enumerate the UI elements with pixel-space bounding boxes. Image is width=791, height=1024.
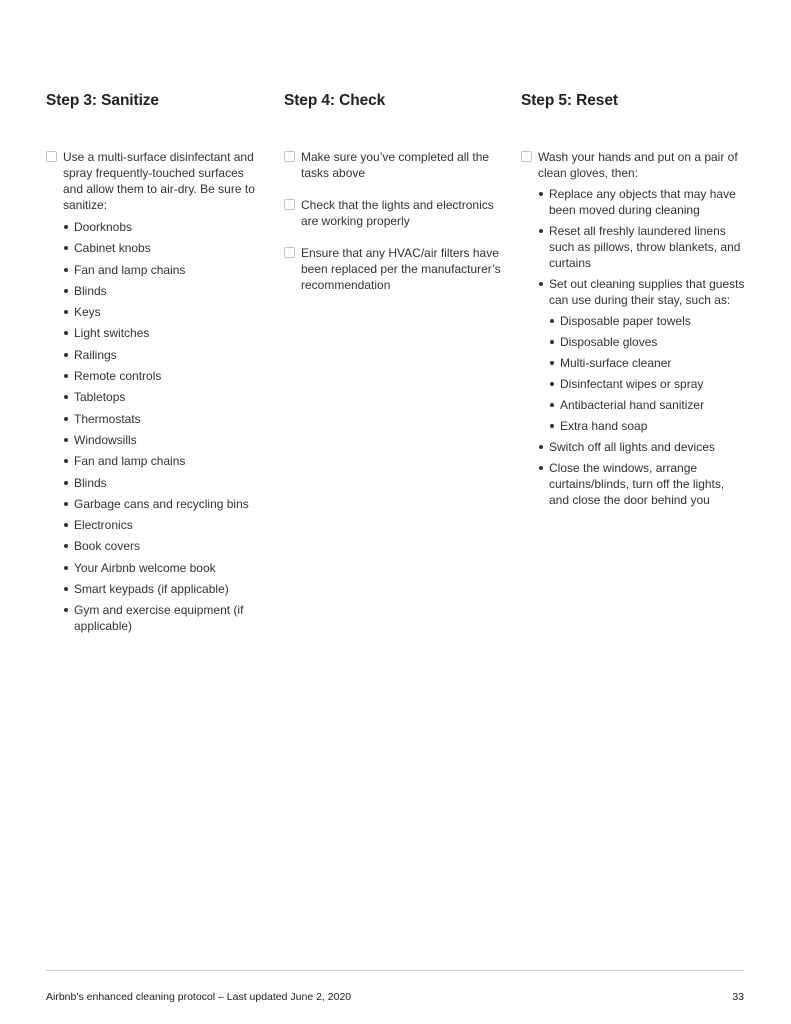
checklist-item-text: Make sure you’ve completed all the tasks above	[301, 150, 490, 180]
checklist-item	[284, 149, 509, 181]
step-5-title: Step 5: Reset	[521, 92, 618, 109]
list-item: Railings	[63, 347, 266, 363]
checklist-item-text: Wash your hands and put on a pair of clean gloves, then:	[538, 150, 738, 180]
step-4-title: Step 4: Check	[284, 92, 386, 109]
checkbox-icon[interactable]	[46, 151, 57, 162]
list-item: Windowsills	[63, 432, 266, 448]
list-item: Your Airbnb welcome book	[63, 560, 266, 576]
list-item: Disinfectant wipes or spray	[549, 376, 746, 392]
checklist-item	[521, 149, 746, 508]
list-item-text: Set out cleaning supplies that guests can use during their stay, such as:	[549, 277, 745, 307]
list-item: Gym and exercise equipment (if applicable)	[63, 602, 266, 634]
list-item: Close the windows, arrange curtains/blinds, turn off the lights, and close the door behind you	[538, 460, 746, 508]
step-4-column	[284, 90, 509, 293]
list-item: Electronics	[63, 517, 266, 533]
list-item: Fan and lamp chains	[63, 262, 266, 278]
list-item: Remote controls	[63, 368, 266, 384]
list-item: Disposable paper towels	[549, 313, 746, 329]
list-item: Antibacterial hand sanitizer	[549, 397, 746, 413]
list-item: Smart keypads (if applicable)	[63, 581, 266, 597]
page-number: 33	[732, 991, 744, 1003]
list-item: Reset all freshly laundered linens such as pillows, throw blankets, and curtains	[538, 223, 746, 271]
step-5-column	[521, 90, 746, 513]
list-item: Keys	[63, 304, 266, 320]
checkbox-icon[interactable]	[521, 151, 532, 162]
list-item: Tabletops	[63, 389, 266, 405]
list-item: Blinds	[63, 475, 266, 491]
list-item	[538, 276, 746, 434]
list-item: Replace any objects that may have been moved during cleaning	[538, 186, 746, 218]
list-item: Disposable gloves	[549, 334, 746, 350]
checkbox-icon[interactable]	[284, 199, 295, 210]
list-item: Thermostats	[63, 411, 266, 427]
reset-tasks-list	[538, 186, 746, 508]
checklist-item-text: Check that the lights and electronics are working properly	[301, 198, 494, 228]
list-item: Multi-surface cleaner	[549, 355, 746, 371]
list-item: Fan and lamp chains	[63, 453, 266, 469]
list-item: Switch off all lights and devices	[538, 439, 746, 455]
list-item: Doorknobs	[63, 219, 266, 235]
sanitize-surfaces-list	[63, 219, 266, 634]
step-3-column	[46, 90, 266, 640]
checklist-item-text: Use a multi-surface disinfectant and spray frequently-touched surfaces and allow them to air-dry. Be sure to sanitize:	[63, 150, 255, 212]
list-item: Book covers	[63, 538, 266, 554]
footer-text: Airbnb’s enhanced cleaning protocol – Last updated June 2, 2020	[46, 991, 352, 1003]
list-item: Light switches	[63, 325, 266, 341]
list-item: Garbage cans and recycling bins	[63, 496, 266, 512]
checklist-item	[46, 149, 266, 634]
checkbox-icon[interactable]	[284, 247, 295, 258]
checkbox-icon[interactable]	[284, 151, 295, 162]
checklist-item-text: Ensure that any HVAC/air filters have been replaced per the manufacturer’s recommendation	[301, 246, 501, 292]
list-item: Cabinet knobs	[63, 240, 266, 256]
cleaning-supplies-list	[549, 313, 746, 434]
step-3-title: Step 3: Sanitize	[46, 92, 159, 109]
checklist-item	[284, 197, 509, 229]
list-item: Extra hand soap	[549, 418, 746, 434]
list-item: Blinds	[63, 283, 266, 299]
checklist-item	[284, 245, 509, 293]
footer-divider	[46, 970, 744, 971]
